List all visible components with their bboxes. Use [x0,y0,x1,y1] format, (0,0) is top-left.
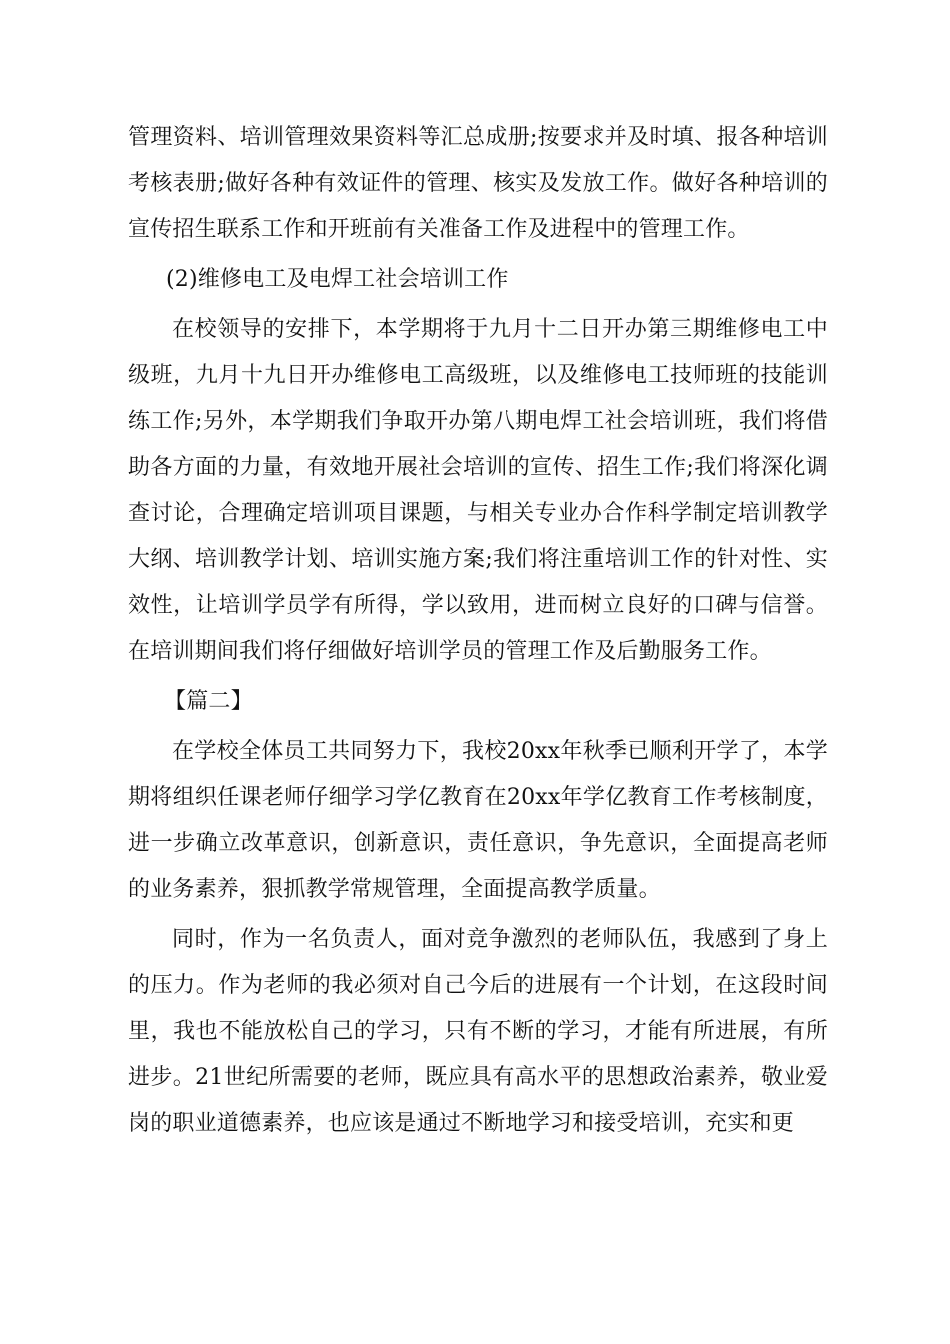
section-title-part-two: 【篇二】 [164,689,253,714]
paragraph-training-plan: 在校领导的安排下，本学期将于九月十二日开办第三期维修电工中级班，九月十九日开办维修电工高级班，以及维修电工技师班的技能训练工作;另外，本学期我们争取开办第八期电焊工社会培训班，我们将借助各方面的力量，有效地开展社会培训的宣传、招生工作;我们将深化调查讨论，合理确定培训项目课题，与相关专业办合作科学制定培训教学大纲、培训教学计划、培训实施方案;我们将注重培训工作的针对性、实效性，让培训学员学有所得，学以致用，进而树立良好的口碑与信誉。在培训期间我们将仔细做好培训学员的管理工作及后勤服务工作。 [128,317,828,664]
paragraph-personal-plan: 同时，作为一名负责人，面对竞争激烈的老师队伍，我感到了身上的压力。作为老师的我必须对自己今后的进展有一个计划，在这段时间里，我也不能放松自己的学习，只有不断的学习，才能有所进展，有所进步。21世纪所需要的老师，既应具有高水平的思想政治素养，敬业爱岗的职业道德素养，也应该是通过不断地学习和接受培训，充实和更 [128,927,828,1136]
paragraph-semester-start: 在学校全体员工共同努力下，我校20xx年秋季已顺利开学了，本学期将组织任课老师仔细学习学亿教育在20xx年学亿教育工作考核制度，进一步确立改革意识，创新意识，责任意识，争先意识，全面提高老师的业务素养，狠抓教学常规管理，全面提高教学质量。 [128,739,828,902]
paragraph-continuation: 管理资料、培训管理效果资料等汇总成册;按要求并及时填、报各种培训考核表册;做好各种有效证件的管理、核实及发放工作。做好各种培训的宣传招生联系工作和开班前有关准备工作及进程中的管理工作。 [128,125,828,242]
document-body [128,115,828,1151]
subheading-training: (2)维修电工及电焊工社会培训工作 [166,267,509,292]
